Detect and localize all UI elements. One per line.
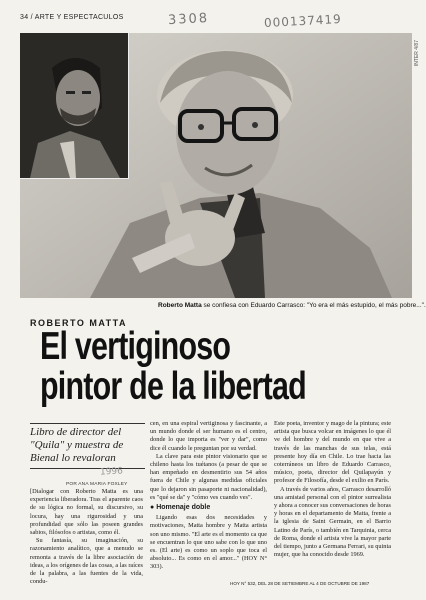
- body-column-3: [274, 420, 391, 559]
- paragraph: La clave para este pintor visionario que se chileno hasta los tuétanos (a pesar de que se han empeñado en desmentirio sus 54 años fuera de Chile y algunas medidas oficiales que lo dejaron sin pasaporte ni nacionalidad), es "qué se da" y "cómo ves cuando ves".: [150, 452, 267, 501]
- caption-text: se confiesa con Eduardo Carrasco: "Yo era el más estupido, el más pobre...".: [201, 302, 426, 309]
- subhead-rule-bottom: [30, 468, 145, 469]
- handwritten-number-left: 3308: [167, 10, 210, 29]
- carrasco-portrait-illustration: [20, 33, 128, 178]
- byline: POR ANA MARIA FOXLEY: [66, 482, 128, 487]
- headline: [40, 327, 321, 407]
- body-column-2: [150, 420, 267, 572]
- paragraph: A través de varios años, Carrasco desarrolló una amistad personal con el pintor surrealista y ahora a conocer sus conversaciones de horas y horas en el departamento de Matta, frente a la iglesia de Saint Germain, en el Barrio Latino de París, o también en Tarquinia, cerca de Roma, donde el artista vive la mayor parte del tiempo, junto a Germana Ferrari, su quinta mujer, que ha conocido desde 1969.: [274, 485, 391, 559]
- paragraph: Este poeta, inventor y mago de la pintura; este artista que busca volcar en imágenes lo que él ve del hombre y del mundo en que vive a través de las manchas de sus telas, está presente hoy día en Chile. Lo trae hacia las coterráneos un libro de Eduardo Carrasco, músico, poeta, director del Quilapayún y profesor de Filosofía, desde el exilio en París.: [274, 420, 391, 485]
- side-note: INTER 4/87: [414, 40, 420, 67]
- subhead: Libro de director del "Quila" y muestra de Bienal lo revaloran: [30, 426, 124, 464]
- paragraph: Ligando esas dos necesidades y motivaciones, Matta hombre y Matta artista son uno mismo. "El arte es el momento ca que se encuentran lo que uno sabe con lo que uno es. (El arte) es como un soplo que toca el absoluto... Es como en el amor..." (HOY N° 303).: [150, 514, 267, 571]
- page-footer: HOY N° 532, DEL 28 DE SETIEMBRE AL 4 DE OCTUBRE DE 1987: [230, 581, 370, 586]
- section-header: 34 / ARTE Y ESPECTACULOS: [20, 14, 124, 21]
- paragraph: cen, en una espiral vertiginosa y fascinante, a un mundo donde el ser humano es el centro, donde lo que importa es "ver y dar", como dice él cuando le preguntan por su verdad.: [150, 420, 267, 452]
- handwritten-margin-note: 1996: [99, 466, 124, 478]
- body-column-1: [30, 488, 143, 586]
- photo-caption: [158, 302, 426, 309]
- headline-line-2: pintor de la libertad: [40, 365, 306, 408]
- section-subhead: ● Homenaje doble: [150, 504, 211, 512]
- caption-name: Roberto Matta: [158, 302, 202, 309]
- kicker: ROBERTO MATTA: [30, 318, 127, 328]
- paragraph: Su fantasía, su imaginación, su razonamiento analítico, que a menudo se remonta a través de la libre asociación de ideas, a los orígenes de las cosas, a las raíces de la palabra, a las fuentes de la vida, condu-: [30, 537, 143, 586]
- inset-photo: [20, 33, 129, 179]
- subhead-rule-top: [30, 423, 145, 424]
- paragraph: [Dialogar con Roberto Matta es una experiencia liberadora. Tras el aparente caos de su lógica no formal, su discursivo, su locura, hay una rigurosidad y una profundidad que sólo las poseen grandes sabios, filósofos o artistas, como él.: [30, 488, 143, 537]
- handwritten-number-right: 000137419: [263, 11, 343, 31]
- section-subhead-text: Homenaje doble: [156, 504, 211, 512]
- headline-line-1: El vertiginoso: [40, 325, 231, 368]
